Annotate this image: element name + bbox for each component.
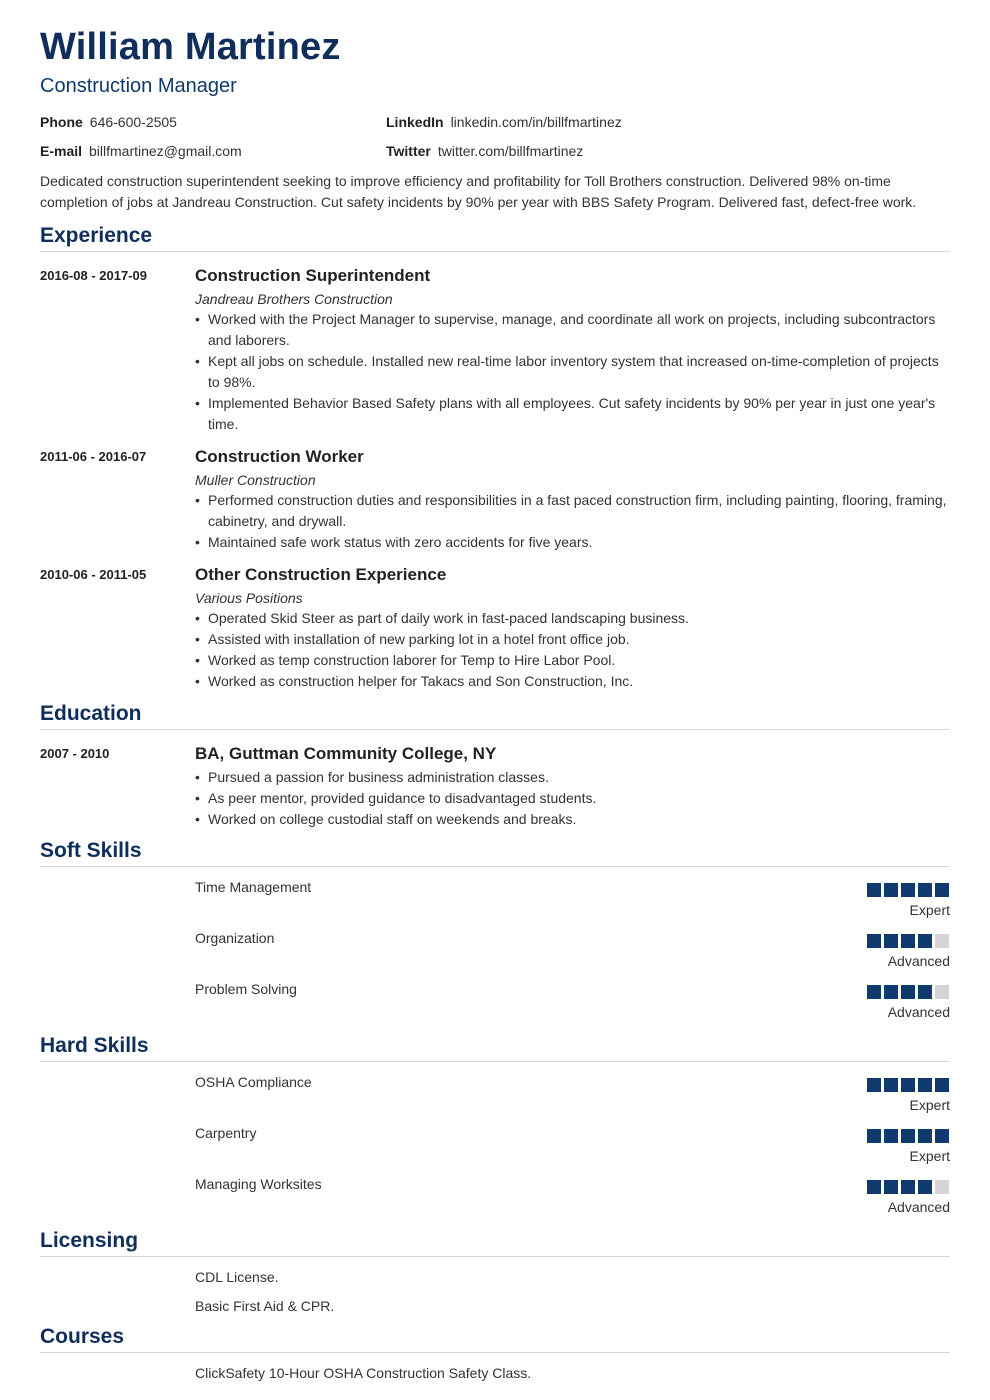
contact-phone <box>40 113 177 131</box>
rating-square-filled <box>867 934 881 948</box>
phone-label: Phone <box>40 114 83 130</box>
rating-square-filled <box>935 1078 949 1092</box>
education-entry <box>40 741 950 830</box>
rating-square-filled <box>884 1078 898 1092</box>
soft-skills-list <box>40 877 950 1030</box>
skill-level: Expert <box>909 902 950 918</box>
linkedin-label: LinkedIn <box>386 114 444 130</box>
education-heading: Education <box>40 701 950 730</box>
bullet-item: • Worked as construction helper for Takacs and Son Construction, Inc. <box>195 671 950 692</box>
rating-square-filled <box>918 1180 932 1194</box>
rating-square-filled <box>884 883 898 897</box>
entry-date: 2010-06 - 2011-05 <box>40 567 147 582</box>
hard-skills-list <box>40 1072 950 1225</box>
courses-list <box>40 1363 950 1383</box>
bullet-item: • Operated Skid Steer as part of daily work in fast-paced landscaping business. <box>195 608 950 629</box>
experience-entry <box>40 263 950 435</box>
contact-twitter <box>386 142 583 160</box>
skill-level: Advanced <box>887 1004 950 1020</box>
entry-company: Muller Construction <box>195 472 316 488</box>
twitter-link[interactable]: twitter.com/billfmartinez <box>437 143 584 159</box>
licensing-list <box>40 1267 950 1316</box>
rating-square-filled <box>901 985 915 999</box>
skill-rating <box>867 985 949 999</box>
resume-page <box>40 24 950 1383</box>
skill-level: Expert <box>909 1148 950 1164</box>
skill-name: Managing Worksites <box>195 1176 322 1192</box>
skill-name: Organization <box>195 930 275 946</box>
entry-date: 2011-06 - 2016-07 <box>40 449 147 464</box>
phone-value[interactable]: 646-600-2505 <box>89 114 177 130</box>
entry-bullets <box>195 608 950 692</box>
skill-name: Carpentry <box>195 1125 257 1141</box>
rating-square-filled <box>918 1129 932 1143</box>
skill-rating <box>867 1129 949 1143</box>
entry-date: 2016-08 - 2017-09 <box>40 268 147 283</box>
skill-row <box>40 979 950 1030</box>
email-link[interactable]: billfmartinez@gmail.com <box>89 143 242 159</box>
rating-square-filled <box>884 1129 898 1143</box>
linkedin-link[interactable]: linkedin.com/in/billfmartinez <box>450 114 622 130</box>
job-title: Construction Manager <box>40 75 237 97</box>
rating-square-filled <box>884 934 898 948</box>
rating-square-filled <box>901 1078 915 1092</box>
rating-square-filled <box>867 1180 881 1194</box>
bullet-item: • As peer mentor, provided guidance to disadvantaged students. <box>195 788 950 809</box>
entry-bullets <box>195 309 950 435</box>
skill-name: OSHA Compliance <box>195 1074 312 1090</box>
skill-rating <box>867 934 949 948</box>
courses-heading: Courses <box>40 1324 950 1353</box>
rating-square-filled <box>918 1078 932 1092</box>
skill-row <box>40 1123 950 1174</box>
soft-skills-heading: Soft Skills <box>40 838 950 867</box>
twitter-label: Twitter <box>386 143 431 159</box>
rating-square-filled <box>918 934 932 948</box>
rating-square-empty <box>935 934 949 948</box>
skill-rating <box>867 1078 949 1092</box>
bullet-item: • Maintained safe work status with zero accidents for five years. <box>195 532 950 553</box>
entry-role: Other Construction Experience <box>195 565 447 584</box>
contact-info <box>40 113 950 171</box>
rating-square-filled <box>918 883 932 897</box>
skill-row <box>40 877 950 928</box>
rating-square-filled <box>901 934 915 948</box>
rating-square-filled <box>901 1180 915 1194</box>
license-item: Basic First Aid & CPR. <box>195 1298 335 1314</box>
candidate-name: William Martinez <box>40 26 341 68</box>
skill-name: Time Management <box>195 879 312 895</box>
entry-role: Construction Worker <box>195 447 364 466</box>
rating-square-filled <box>867 883 881 897</box>
rating-square-filled <box>901 1129 915 1143</box>
entry-role: Construction Superintendent <box>195 266 431 285</box>
rating-square-empty <box>935 1180 949 1194</box>
rating-square-filled <box>935 883 949 897</box>
bullet-item: • Implemented Behavior Based Safety plans with all employees. Cut safety incidents by 90% per year in just one year's time. <box>195 393 950 435</box>
skill-row <box>40 928 950 979</box>
rating-square-filled <box>935 1129 949 1143</box>
entry-date: 2007 - 2010 <box>40 746 110 761</box>
experience-heading: Experience <box>40 223 950 252</box>
rating-square-filled <box>884 985 898 999</box>
professional-summary: Dedicated construction superintendent seeking to improve efficiency and profitability for Toll Brothers construction. Delivered 98% on-time completion of jobs at Jandreau Construction. Cut safety incidents by 90% per year with BBS Safety Program. Delivered fast, defect-free work. <box>40 173 917 210</box>
bullet-item: • Worked as temp construction laborer for Temp to Hire Labor Pool. <box>195 650 950 671</box>
bullet-item: • Assisted with installation of new parking lot in a hotel front office job. <box>195 629 950 650</box>
entry-bullets <box>195 767 950 830</box>
rating-square-filled <box>867 1078 881 1092</box>
rating-square-filled <box>918 985 932 999</box>
experience-entry <box>40 444 950 553</box>
rating-square-filled <box>901 883 915 897</box>
bullet-item: • Performed construction duties and responsibilities in a fast paced construction firm, including painting, flooring, framing, cabinetry, and drywall. <box>195 490 950 532</box>
entry-company: Various Positions <box>195 590 303 606</box>
rating-square-filled <box>867 1129 881 1143</box>
skill-level: Advanced <box>887 1199 950 1215</box>
hard-skills-heading: Hard Skills <box>40 1033 950 1062</box>
bullet-item: • Kept all jobs on schedule. Installed new real-time labor inventory system that increased on-time-completion of projects to 98%. <box>195 351 950 393</box>
rating-square-empty <box>935 985 949 999</box>
skill-row <box>40 1072 950 1123</box>
entry-company: Jandreau Brothers Construction <box>195 291 393 307</box>
rating-square-filled <box>884 1180 898 1194</box>
entry-degree: BA, Guttman Community College, NY <box>195 744 497 763</box>
rating-square-filled <box>867 985 881 999</box>
skill-level: Expert <box>909 1097 950 1113</box>
contact-linkedin <box>386 113 622 131</box>
skill-rating <box>867 1180 949 1194</box>
skill-row <box>40 1174 950 1225</box>
entry-bullets <box>195 490 950 553</box>
course-item: ClickSafety 10-Hour OSHA Construction Safety Class. <box>195 1365 532 1381</box>
license-item: CDL License. <box>195 1269 279 1285</box>
bullet-item: • Pursued a passion for business administration classes. <box>195 767 950 788</box>
skill-level: Advanced <box>887 953 950 969</box>
contact-email <box>40 142 242 160</box>
experience-entry <box>40 562 950 692</box>
licensing-heading: Licensing <box>40 1228 950 1257</box>
bullet-item: • Worked with the Project Manager to supervise, manage, and coordinate all work on projects, including subcontractors and laborers. <box>195 309 950 351</box>
skill-rating <box>867 883 949 897</box>
skill-name: Problem Solving <box>195 981 297 997</box>
email-label: E-mail <box>40 143 83 159</box>
bullet-item: • Worked on college custodial staff on weekends and breaks. <box>195 809 950 830</box>
